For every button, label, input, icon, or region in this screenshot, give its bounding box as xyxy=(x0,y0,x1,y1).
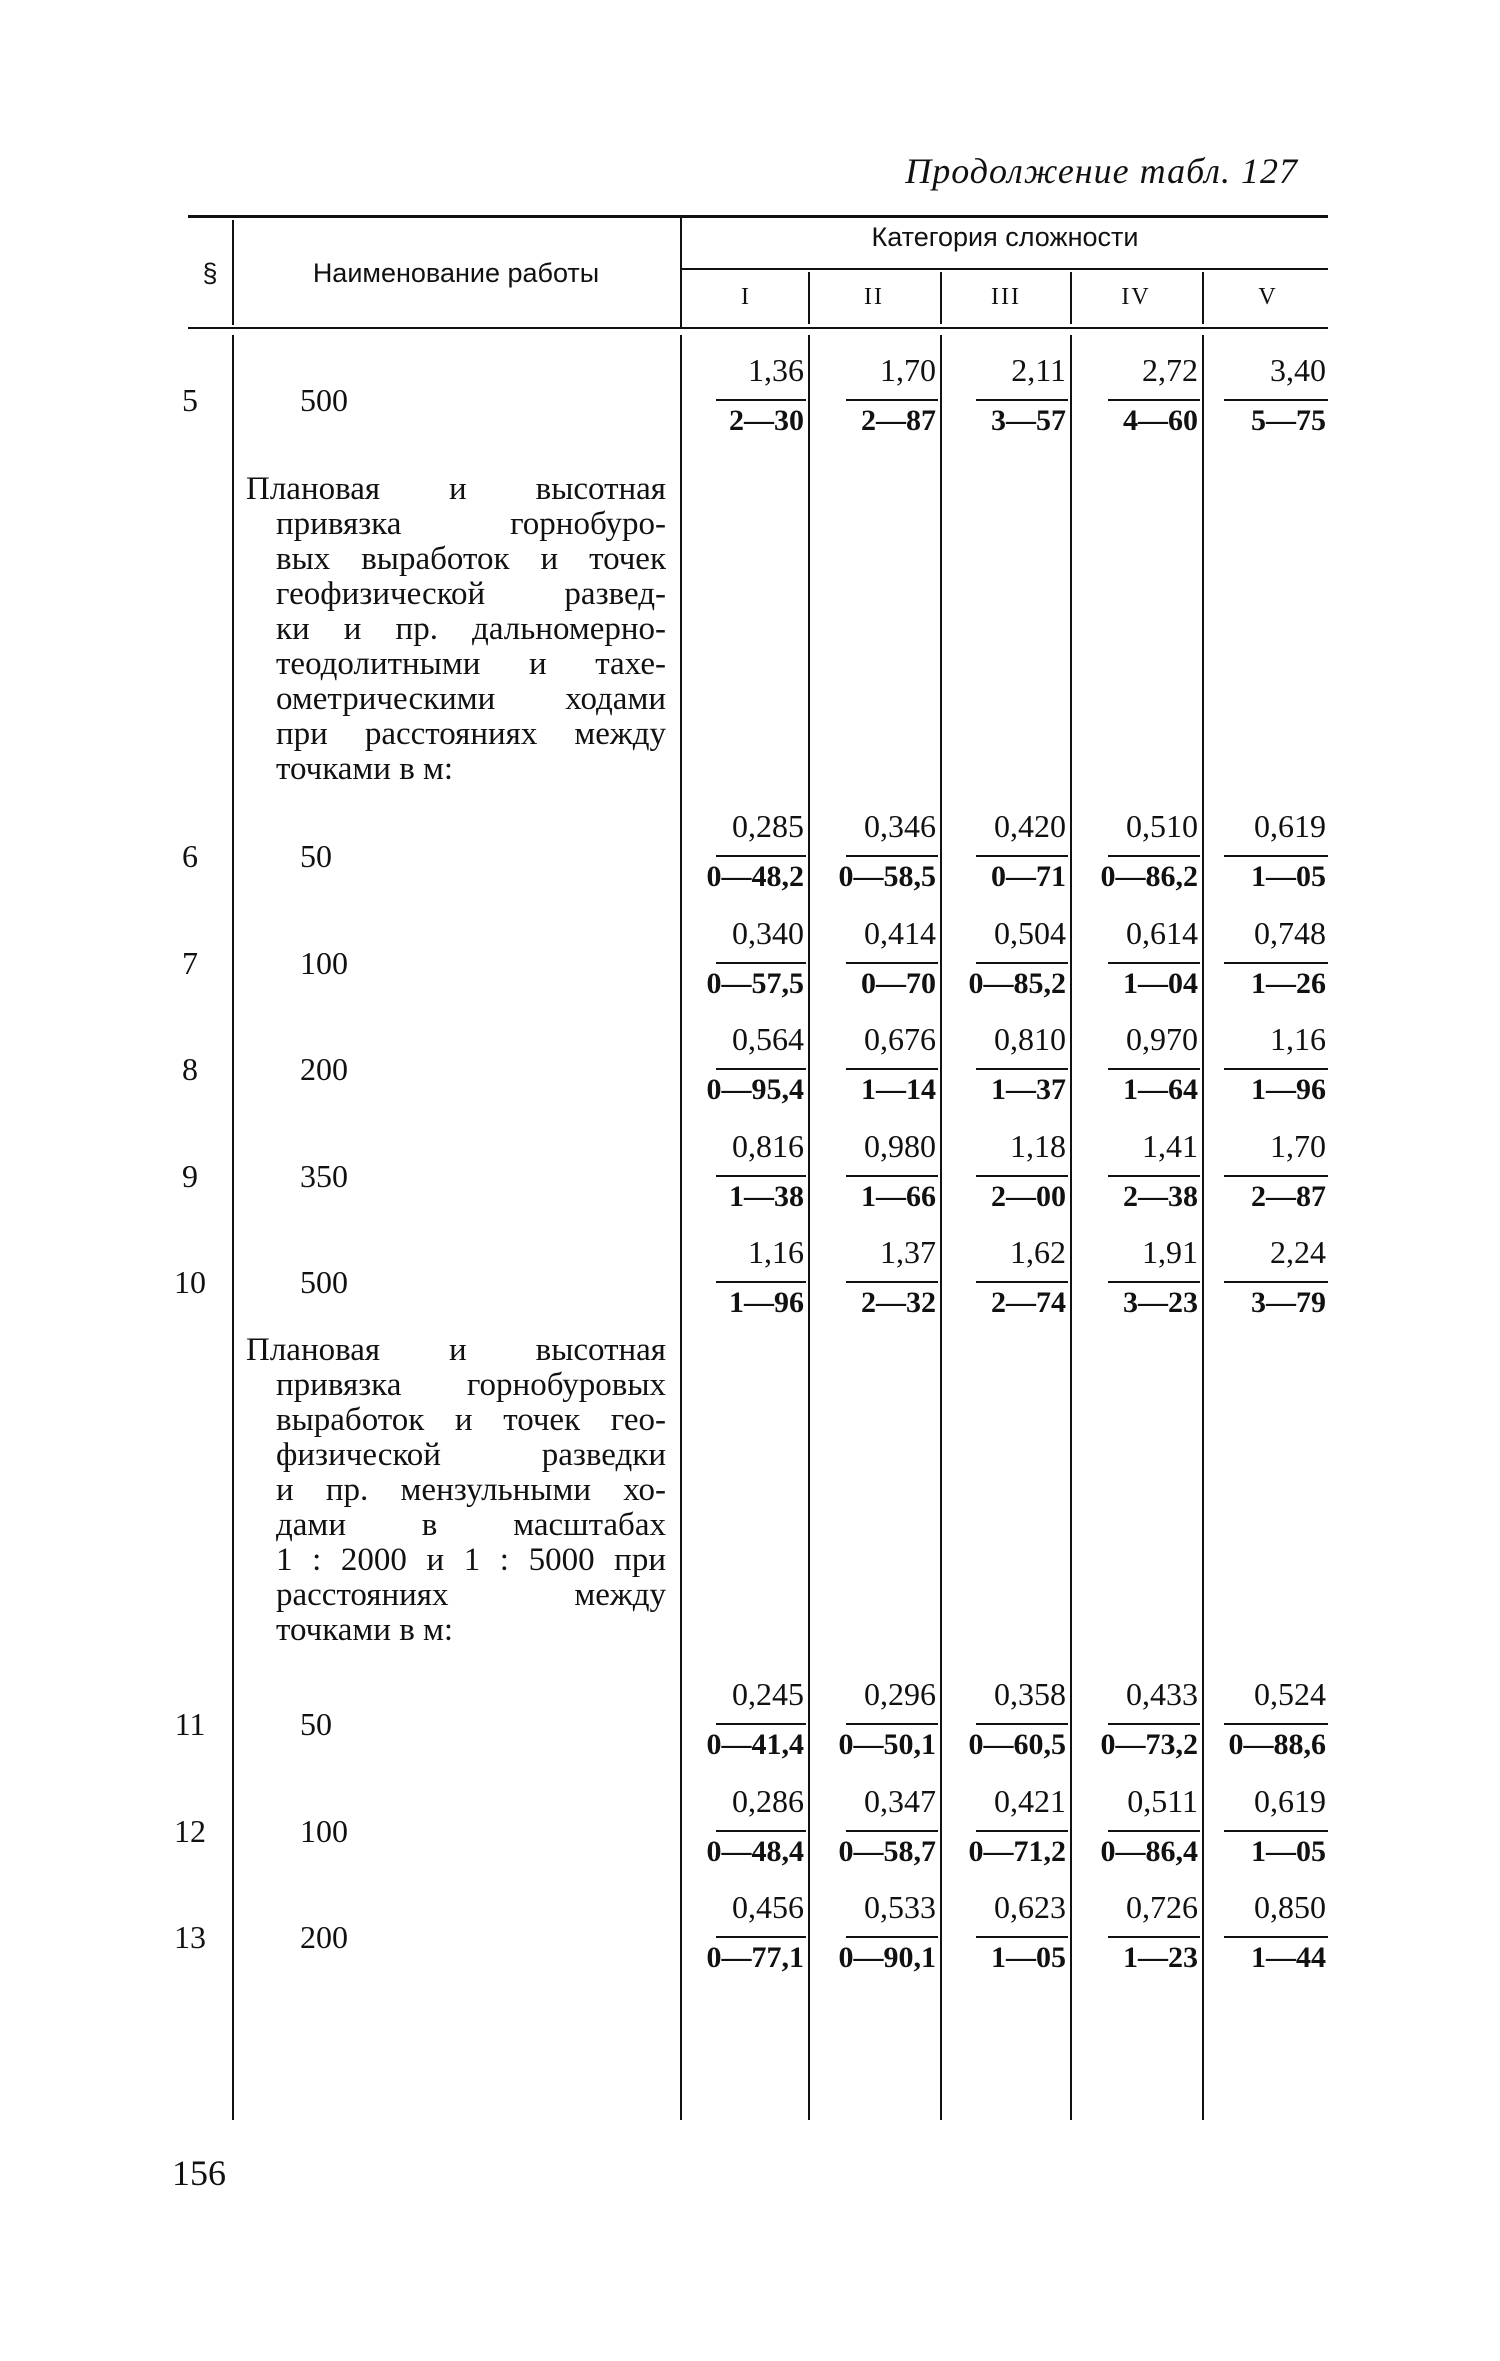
cell-time-value: 0,619 xyxy=(1254,1783,1326,1819)
fraction-bar xyxy=(976,855,1068,857)
cell-time-value: 0,524 xyxy=(1254,1676,1326,1712)
value-cell xyxy=(1070,1128,1200,1228)
value-cell xyxy=(808,1676,938,1776)
value-cell xyxy=(938,915,1068,1015)
value-cell xyxy=(1070,1021,1200,1121)
cell-time-value: 0,347 xyxy=(864,1783,936,1819)
fraction-bar xyxy=(1108,1281,1200,1283)
value-cell xyxy=(1198,1234,1328,1334)
row-number: 6 xyxy=(182,838,198,874)
value-cell xyxy=(676,808,806,908)
description-line: выработок и точек гео- xyxy=(276,1402,666,1438)
cell-cost-value: 0—90,1 xyxy=(838,1941,936,1974)
cell-cost-value: 1—04 xyxy=(1123,967,1198,1000)
cell-cost-value: 0—70 xyxy=(861,967,936,1000)
cell-cost-value: 0—41,4 xyxy=(706,1728,804,1761)
cell-cost-value: 0—48,4 xyxy=(706,1835,804,1868)
cell-cost-value: 3—57 xyxy=(991,404,1066,437)
fraction-bar xyxy=(716,962,806,964)
cell-cost-value: 1—66 xyxy=(861,1180,936,1213)
section-column-rule xyxy=(232,220,234,325)
cell-time-value: 1,16 xyxy=(748,1234,804,1270)
cell-time-value: 0,623 xyxy=(994,1889,1066,1925)
description-line: точками в м: xyxy=(276,1612,454,1648)
cell-time-value: 0,358 xyxy=(994,1676,1066,1712)
value-cell xyxy=(808,1021,938,1121)
fraction-bar xyxy=(716,1281,806,1283)
row-number: 9 xyxy=(182,1158,198,1194)
description-line: ки и пр. дальномерно- xyxy=(276,611,666,647)
cell-time-value: 0,420 xyxy=(994,808,1066,844)
cell-time-value: 0,346 xyxy=(864,808,936,844)
cell-time-value: 1,91 xyxy=(1142,1234,1198,1270)
value-cell xyxy=(676,352,806,452)
fraction-bar xyxy=(976,1936,1068,1938)
cell-time-value: 1,16 xyxy=(1270,1021,1326,1057)
value-cell xyxy=(1070,1783,1200,1883)
cell-cost-value: 1—26 xyxy=(1251,967,1326,1000)
cell-cost-value: 2—30 xyxy=(729,404,804,437)
row-number: 13 xyxy=(174,1919,206,1955)
cell-time-value: 0,245 xyxy=(732,1676,804,1712)
value-cell xyxy=(1198,1783,1328,1883)
cell-cost-value: 0—60,5 xyxy=(968,1728,1066,1761)
cell-time-value: 0,676 xyxy=(864,1021,936,1057)
description-line: теодолитными и тахе- xyxy=(276,646,666,682)
cell-time-value: 1,70 xyxy=(1270,1128,1326,1164)
cell-cost-value: 4—60 xyxy=(1123,404,1198,437)
fraction-bar xyxy=(846,399,938,401)
row-number: 8 xyxy=(182,1051,198,1087)
cell-cost-value: 0—86,4 xyxy=(1100,1835,1198,1868)
cell-cost-value: 1—05 xyxy=(1251,1835,1326,1868)
cell-time-value: 0,421 xyxy=(994,1783,1066,1819)
cell-time-value: 0,414 xyxy=(864,915,936,951)
cell-time-value: 0,285 xyxy=(732,808,804,844)
fraction-bar xyxy=(976,962,1068,964)
cell-cost-value: 0—71,2 xyxy=(968,1835,1066,1868)
cell-cost-value: 0—58,5 xyxy=(838,860,936,893)
fraction-bar xyxy=(846,1175,938,1177)
description-line: привязка горнобуровых xyxy=(276,1367,666,1403)
cell-cost-value: 1—38 xyxy=(729,1180,804,1213)
category-column-header: Категория сложности xyxy=(871,222,1139,252)
row-distance: 500 xyxy=(300,382,348,418)
fraction-bar xyxy=(1108,1723,1200,1725)
value-cell xyxy=(1070,1889,1200,1989)
cell-time-value: 0,564 xyxy=(732,1021,804,1057)
cell-cost-value: 0—50,1 xyxy=(838,1728,936,1761)
cell-time-value: 0,816 xyxy=(732,1128,804,1164)
value-cell xyxy=(808,352,938,452)
cell-cost-value: 1—96 xyxy=(1251,1073,1326,1106)
fraction-bar xyxy=(1224,1723,1328,1725)
header-bottom-rule xyxy=(188,327,1328,329)
cell-cost-value: 1—96 xyxy=(729,1286,804,1319)
description-line: привязка горнобуро- xyxy=(276,506,666,542)
row-number: 12 xyxy=(174,1813,206,1849)
value-cell xyxy=(1070,1234,1200,1334)
cell-cost-value: 5—75 xyxy=(1251,404,1326,437)
cell-cost-value: 0—95,4 xyxy=(706,1073,804,1106)
description-line: ометрическими ходами xyxy=(276,681,666,717)
category-i: I xyxy=(741,284,751,310)
description-line: точками в м: xyxy=(276,751,454,787)
cell-time-value: 0,510 xyxy=(1126,808,1198,844)
description-line: геофизической развед- xyxy=(276,576,666,612)
cell-time-value: 1,62 xyxy=(1010,1234,1066,1270)
value-cell xyxy=(938,1676,1068,1776)
cell-time-value: 0,726 xyxy=(1126,1889,1198,1925)
fraction-bar xyxy=(1108,1936,1200,1938)
row-distance: 200 xyxy=(300,1919,348,1955)
description-line: при расстояниях между xyxy=(276,716,666,752)
fraction-bar xyxy=(846,1936,938,1938)
value-cell xyxy=(676,1021,806,1121)
cell-cost-value: 2—74 xyxy=(991,1286,1066,1319)
value-cell xyxy=(808,1783,938,1883)
value-cell xyxy=(1070,915,1200,1015)
cell-time-value: 0,433 xyxy=(1126,1676,1198,1712)
category-v: V xyxy=(1258,284,1278,310)
cell-cost-value: 1—44 xyxy=(1251,1941,1326,1974)
fraction-bar xyxy=(846,1830,938,1832)
cell-time-value: 0,456 xyxy=(732,1889,804,1925)
value-cell xyxy=(808,1234,938,1334)
cell-time-value: 0,286 xyxy=(732,1783,804,1819)
description-line: вых выработок и точек xyxy=(276,541,666,577)
fraction-bar xyxy=(976,1175,1068,1177)
table-top-rule xyxy=(188,215,1328,218)
cell-time-value: 1,41 xyxy=(1142,1128,1198,1164)
fraction-bar xyxy=(1224,1936,1328,1938)
cell-cost-value: 3—23 xyxy=(1123,1286,1198,1319)
row-number: 7 xyxy=(182,945,198,981)
work-description-rangefinder xyxy=(246,472,666,787)
cell-time-value: 2,11 xyxy=(1011,352,1066,388)
value-cell xyxy=(1198,915,1328,1015)
cell-cost-value: 0—77,1 xyxy=(706,1941,804,1974)
value-cell xyxy=(1198,808,1328,908)
fraction-bar xyxy=(976,1068,1068,1070)
fraction-bar xyxy=(1108,855,1200,857)
fraction-bar xyxy=(846,1723,938,1725)
value-cell xyxy=(808,1889,938,1989)
row-number: 10 xyxy=(174,1264,206,1300)
cell-cost-value: 0—57,5 xyxy=(706,967,804,1000)
value-cell xyxy=(808,808,938,908)
value-cell xyxy=(1198,1676,1328,1776)
cell-cost-value: 2—87 xyxy=(1251,1180,1326,1213)
row-number: 11 xyxy=(174,1706,206,1742)
work-description-plane-table xyxy=(246,1333,666,1648)
fraction-bar xyxy=(846,962,938,964)
cell-time-value: 0,810 xyxy=(994,1021,1066,1057)
value-cell xyxy=(676,915,806,1015)
fraction-bar xyxy=(846,1068,938,1070)
row-distance: 100 xyxy=(300,945,348,981)
cell-cost-value: 0—71 xyxy=(991,860,1066,893)
cell-time-value: 0,970 xyxy=(1126,1021,1198,1057)
cell-cost-value: 2—38 xyxy=(1123,1180,1198,1213)
page-number: 156 xyxy=(172,2153,226,2193)
cell-cost-value: 1—23 xyxy=(1123,1941,1198,1974)
cell-cost-value: 0—48,2 xyxy=(706,860,804,893)
fraction-bar xyxy=(846,855,938,857)
value-cell xyxy=(676,1676,806,1776)
cell-cost-value: 0—58,7 xyxy=(838,1835,936,1868)
fraction-bar xyxy=(716,1068,806,1070)
category-iii: III xyxy=(991,284,1021,310)
fraction-bar xyxy=(1224,399,1328,401)
row-distance: 500 xyxy=(300,1264,348,1300)
value-cell xyxy=(1198,1889,1328,1989)
value-cell xyxy=(938,1783,1068,1883)
cell-cost-value: 1—05 xyxy=(1251,860,1326,893)
cell-cost-value: 0—86,2 xyxy=(1100,860,1198,893)
cell-cost-value: 0—73,2 xyxy=(1100,1728,1198,1761)
fraction-bar xyxy=(1224,1175,1328,1177)
description-line: Плановая и высотная xyxy=(246,471,666,507)
cell-time-value: 0,980 xyxy=(864,1128,936,1164)
value-cell xyxy=(1070,808,1200,908)
category-header-rule xyxy=(682,268,1328,270)
cell-time-value: 2,24 xyxy=(1270,1234,1326,1270)
value-cell xyxy=(938,1021,1068,1121)
row-number: 5 xyxy=(182,382,198,418)
cell-cost-value: 2—87 xyxy=(861,404,936,437)
fraction-bar xyxy=(1108,1068,1200,1070)
row-distance: 350 xyxy=(300,1158,348,1194)
cell-time-value: 1,36 xyxy=(748,352,804,388)
description-line: дами в масштабах xyxy=(276,1507,666,1543)
value-cell xyxy=(1070,1676,1200,1776)
cell-time-value: 1,37 xyxy=(880,1234,936,1270)
value-cell xyxy=(938,1128,1068,1228)
cell-time-value: 1,18 xyxy=(1010,1128,1066,1164)
row-distance: 200 xyxy=(300,1051,348,1087)
fraction-bar xyxy=(1108,399,1200,401)
fraction-bar xyxy=(976,1723,1068,1725)
row-distance: 100 xyxy=(300,1813,348,1849)
section-column-header: § xyxy=(202,258,218,288)
value-cell xyxy=(808,915,938,1015)
fraction-bar xyxy=(1108,1830,1200,1832)
description-line: 1 : 2000 и 1 : 5000 при xyxy=(276,1542,666,1578)
cell-cost-value: 2—32 xyxy=(861,1286,936,1319)
cell-time-value: 0,296 xyxy=(864,1676,936,1712)
cell-cost-value: 1—05 xyxy=(991,1941,1066,1974)
category-ii: II xyxy=(864,284,884,310)
fraction-bar xyxy=(976,1830,1068,1832)
cell-time-value: 0,619 xyxy=(1254,808,1326,844)
cell-cost-value: 0—88,6 xyxy=(1228,1728,1326,1761)
fraction-bar xyxy=(1224,962,1328,964)
fraction-bar xyxy=(716,855,806,857)
value-cell xyxy=(1070,352,1200,452)
cell-time-value: 1,70 xyxy=(880,352,936,388)
fraction-bar xyxy=(1108,1175,1200,1177)
cell-time-value: 0,504 xyxy=(994,915,1066,951)
cell-time-value: 0,850 xyxy=(1254,1889,1326,1925)
fraction-bar xyxy=(1224,1830,1328,1832)
cell-time-value: 2,72 xyxy=(1142,352,1198,388)
cell-cost-value: 1—64 xyxy=(1123,1073,1198,1106)
fraction-bar xyxy=(716,1175,806,1177)
cell-time-value: 0,511 xyxy=(1127,1783,1198,1819)
description-line: физической разведки xyxy=(276,1437,666,1473)
fraction-bar xyxy=(716,399,806,401)
value-cell xyxy=(938,808,1068,908)
value-cell xyxy=(938,1234,1068,1334)
cell-time-value: 0,748 xyxy=(1254,915,1326,951)
value-cell xyxy=(938,1889,1068,1989)
cell-time-value: 0,340 xyxy=(732,915,804,951)
description-line: и пр. мензульными хо- xyxy=(276,1472,666,1508)
fraction-bar xyxy=(1224,1281,1328,1283)
value-cell xyxy=(676,1128,806,1228)
cell-time-value: 0,533 xyxy=(864,1889,936,1925)
value-cell xyxy=(676,1234,806,1334)
row-distance: 50 xyxy=(300,1706,332,1742)
name-column-header: Наименование работы xyxy=(312,258,600,288)
fraction-bar xyxy=(716,1936,806,1938)
value-cell xyxy=(676,1889,806,1989)
value-cell xyxy=(676,1783,806,1883)
fraction-bar xyxy=(846,1281,938,1283)
cell-cost-value: 2—00 xyxy=(991,1180,1066,1213)
value-cell xyxy=(1198,352,1328,452)
cell-time-value: 3,40 xyxy=(1270,352,1326,388)
value-cell xyxy=(808,1128,938,1228)
section-column-rule-body xyxy=(232,335,234,2120)
value-cell xyxy=(938,352,1068,452)
fraction-bar xyxy=(716,1723,806,1725)
continuation-caption: Продолжение табл. 127 xyxy=(905,151,1298,191)
fraction-bar xyxy=(976,399,1068,401)
description-line: Плановая и высотная xyxy=(246,1332,666,1368)
cell-cost-value: 0—85,2 xyxy=(968,967,1066,1000)
value-cell xyxy=(1198,1128,1328,1228)
fraction-bar xyxy=(716,1830,806,1832)
row-distance: 50 xyxy=(300,838,332,874)
fraction-bar xyxy=(1224,1068,1328,1070)
value-cell xyxy=(1198,1021,1328,1121)
fraction-bar xyxy=(1108,962,1200,964)
cell-cost-value: 3—79 xyxy=(1251,1286,1326,1319)
cell-time-value: 0,614 xyxy=(1126,915,1198,951)
cell-cost-value: 1—14 xyxy=(861,1073,936,1106)
fraction-bar xyxy=(976,1281,1068,1283)
cell-cost-value: 1—37 xyxy=(991,1073,1066,1106)
description-line: расстояниях между xyxy=(276,1577,666,1613)
category-iv: IV xyxy=(1121,284,1151,310)
fraction-bar xyxy=(1224,855,1328,857)
